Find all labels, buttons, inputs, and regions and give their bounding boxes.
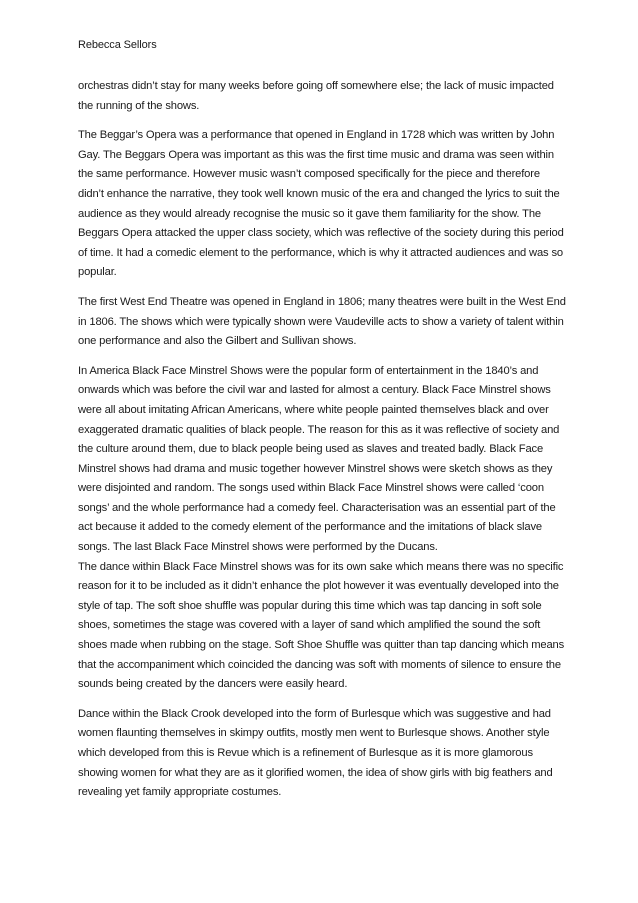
document-body: [78, 77, 566, 813]
paragraph-beggars-opera: The Beggar’s Opera was a performance that opened in England in 1728 which was written by John Gay. The Beggars Opera was important as this was the first time music and drama was seen within the same performance. However music wasn’t composed specifically for the piece and therefore didn’t enhance the narrative, they took well known music of the era and changed the lyrics to suit the audience as they would already recognise the music so it gave them familiarity for the show. The Beggars Opera attacked the upper class society, which was reflective of the society during this period of time. It had a comedic element to the performance, which is why it attracted audiences and was so popular.: [78, 129, 564, 279]
page-header-author: Rebecca Sellors: [78, 39, 157, 51]
paragraph-burlesque: Dance within the Black Crook developed into the form of Burlesque which was suggestive and had women flaunting themselves in skimpy outfits, mostly men went to Burlesque shows. Another style which developed from this is Revue which is a refinement of Burlesque as it is more glamorous showing women for what they are as it glorified women, the idea of show girls with big feathers and revealing yet family appropriate costumes.: [78, 707, 553, 799]
paragraph-west-end: The first West End Theatre was opened in England in 1806; many theatres were built in the West End in 1806. The shows which were typically shown were Vaudeville acts to show a variety of talent within one performance and also the Gilbert and Sullivan shows.: [78, 295, 566, 348]
paragraph-minstrel-shows: In America Black Face Minstrel Shows were the popular form of entertainment in the 1840’s and onwards which was before the civil war and lasted for almost a century. Black Face Minstrel shows were all about imitating African Americans, where white people painted themselves black and over exaggerated dramatic qualities of black people. The reason for this as it was reflective of society and the culture around them, due to black people being used as slaves and treated badly. Black Face Minstrel shows had drama and music together however Minstrel shows were sketch shows as they were disjointed and random. The songs used within Black Face Minstrel shows were called ‘coon songs’ and the whole performance had a comedy feel. Characterisation was an essential part of the act because it added to the comedy element of the performance and the imitations of black slave songs. The last Black Face Minstrel shows were performed by the Ducans.: [78, 364, 560, 554]
paragraph-orchestras: orchestras didn’t stay for many weeks before going off somewhere else; the lack of music impacted the running of the shows.: [78, 80, 554, 112]
paragraph-minstrel-dance: The dance within Black Face Minstrel shows was for its own sake which means there was no specific reason for it to be included as it didn’t enhance the plot however it was eventually developed into the style of tap. The soft shoe shuffle was popular during this time which was tap dancing in soft sole shoes, sometimes the stage was covered with a layer of sand which amplified the sound the soft shoes made when rubbing on the stage. Soft Shoe Shuffle was quitter than tap dancing which means that the accompaniment which coincided the dancing was soft with moments of silence to ensure the sounds being created by the dancers were easily heard.: [78, 560, 565, 691]
